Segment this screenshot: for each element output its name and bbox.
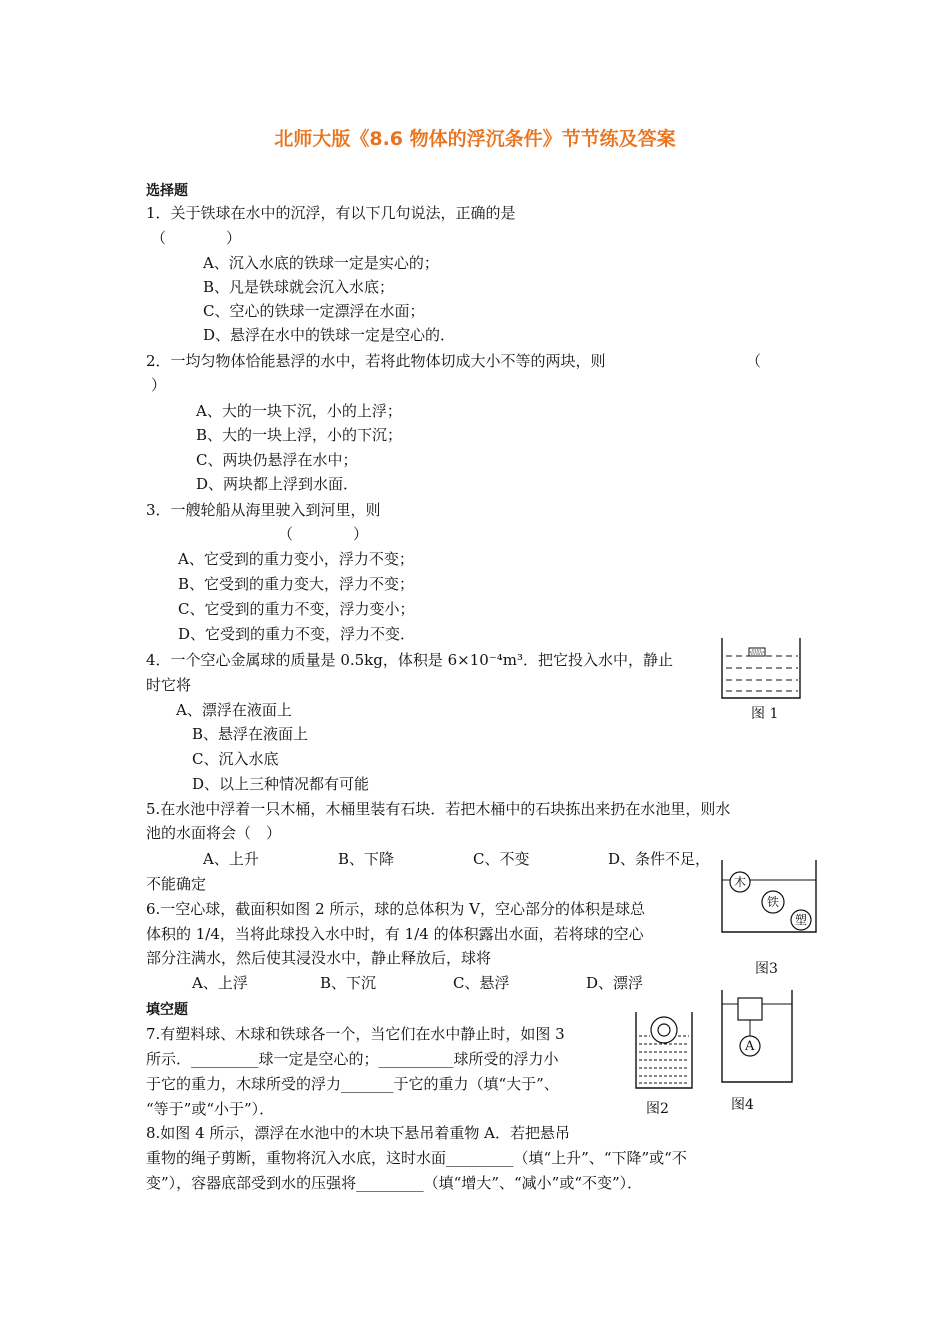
q6-option-a: A、上浮 xyxy=(192,974,248,992)
q6-line-1: 6.一空心球，截面积如图 2 所示，球的总体积为 V，空心部分的体积是球总 xyxy=(146,900,645,918)
page-title: 北师大版《8.6 物体的浮沉条件》节节练及答案 xyxy=(274,128,676,150)
q1-stem: 1．关于铁球在水中的沉浮，有以下几句说法，正确的是 xyxy=(146,204,516,222)
q4-option-d: D、以上三种情况都有可能 xyxy=(192,775,370,793)
q1-option-c: C、空心的铁球一定漂浮在水面； xyxy=(203,302,425,320)
q4-option-a: A、漂浮在液面上 xyxy=(176,701,292,719)
q2-blank-close: ） xyxy=(151,376,167,394)
q5-line-1: 5.在水池中浮着一只木桶，木桶里装有石块．若把木桶中的石块拣出来扔在水池里，则水 xyxy=(146,800,731,818)
q8-line-1: 8.如图 4 所示，漂浮在水池中的木块下悬吊着重物 A．若把悬吊 xyxy=(146,1124,570,1142)
section-fill-heading: 填空题 xyxy=(146,1002,188,1018)
q3-stem: 3．一艘轮船从海里驶入到河里，则 xyxy=(146,501,381,519)
weight-a-label: A xyxy=(745,1039,755,1054)
q6-option-b: B、下沉 xyxy=(320,974,377,992)
q7-line-3: 于它的重力，木球所受的浮力_______于它的重力（填“大于”、 xyxy=(146,1075,559,1093)
q4-option-c: C、沉入水底 xyxy=(192,750,279,768)
q2-option-a: A、大的一块下沉，小的上浮； xyxy=(196,402,402,420)
figure-4-label: 图4 xyxy=(731,1097,754,1113)
q6-line-3: 部分注满水，然后使其浸没水中，静止释放后，球将 xyxy=(146,949,492,967)
figure-3-label: 图3 xyxy=(755,961,778,977)
wood-block-icon xyxy=(738,998,762,1020)
q6-option-c: C、悬浮 xyxy=(453,974,510,992)
figure-2-label: 图2 xyxy=(646,1101,669,1117)
section-choice-heading: 选择题 xyxy=(146,183,188,199)
q1-blank: （ ） xyxy=(151,229,242,247)
ball-iron-label: 铁 xyxy=(767,895,780,909)
q3-option-a: A、它受到的重力变小，浮力不变； xyxy=(178,550,414,568)
figure-4-container xyxy=(720,988,794,1084)
q2-stem: 2．一均匀物体恰能悬浮的水中，若将此物体切成大小不等的两块，则 xyxy=(146,352,606,370)
q3-option-c: C、它受到的重力不变，浮力变小； xyxy=(178,600,415,618)
q3-option-d: D、它受到的重力不变，浮力不变． xyxy=(178,625,416,643)
q2-option-b: B、大的一块上浮，小的下沉； xyxy=(196,426,403,444)
q1-option-d: D、悬浮在水中的铁球一定是空心的． xyxy=(203,326,456,344)
q4-line-1: 4．一个空心金属球的质量是 0.5kg，体积是 6×10⁻⁴m³．把它投入水中，静止 xyxy=(146,651,673,669)
q7-line-4: “等于”或“小于”）． xyxy=(146,1100,275,1118)
q7-line-1: 7.有塑料球、木球和铁球各一个，当它们在水中静止时，如图 3 xyxy=(146,1025,565,1043)
q2-option-c: C、两块仍悬浮在水中； xyxy=(196,451,358,469)
q1-option-b: B、凡是铁球就会沉入水底； xyxy=(203,278,395,296)
figure-2-beaker xyxy=(634,1010,694,1090)
q4-line-2: 时它将 xyxy=(146,676,192,694)
figure-1-beaker xyxy=(720,636,802,700)
q5-line-2: 池的水面将会（ ） xyxy=(146,824,282,842)
q6-line-2: 体积的 1/4，当将此球投入水中时，有 1/4 的体积露出水面，若将球的空心 xyxy=(146,925,644,943)
q1-option-a: A、沉入水底的铁球一定是实心的； xyxy=(203,254,439,272)
q5-option-a: A、上升 xyxy=(203,850,259,868)
q8-line-3: 变”），容器底部受到水的压强将_________（填“增大”、“减小”或“不变”）． xyxy=(146,1174,643,1192)
q2-blank-open: （ xyxy=(746,352,762,370)
q3-option-b: B、它受到的重力变大，浮力不变； xyxy=(178,575,415,593)
figure-1-label: 图 1 xyxy=(751,706,779,722)
q8-line-2: 重物的绳子剪断，重物将沉入水底，这时水面_________（填“上升”、“下降”或“不 xyxy=(146,1149,687,1167)
q5-option-b: B、下降 xyxy=(338,850,395,868)
q7-line-2: 所示．_________球一定是空心的；__________球所受的浮力小 xyxy=(146,1050,559,1068)
q2-option-d: D、两块都上浮到水面． xyxy=(196,475,359,493)
q3-blank: （ ） xyxy=(278,525,369,543)
hollow-ball-inner-icon xyxy=(658,1024,670,1036)
ball-plastic-label: 塑 xyxy=(795,913,808,927)
q6-option-d: D、漂浮 xyxy=(586,974,644,992)
q5-option-d: D、条件不足， xyxy=(608,850,711,868)
ball-wood-label: 木 xyxy=(734,875,747,889)
q5-option-c: C、不变 xyxy=(473,850,530,868)
q4-option-b: B、悬浮在液面上 xyxy=(192,725,309,743)
q5-tail: 不能确定 xyxy=(146,875,207,893)
